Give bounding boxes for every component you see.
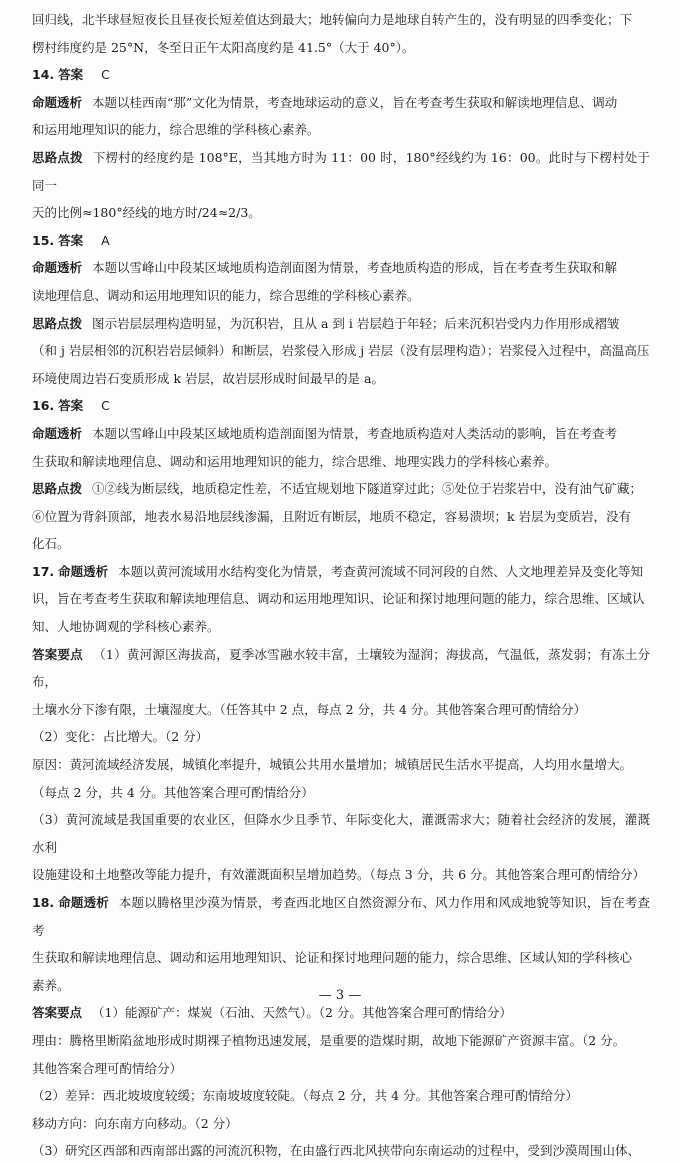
analysis-line: 和运用地理知识的能力，综合思维的学科核心素养。 bbox=[32, 122, 320, 138]
key-line: 土壤水分下渗有限，土壤湿度大。（任答其中 2 点，每点 2 分，共 4 分。其他答案合理可酌情给分） bbox=[32, 701, 586, 717]
analysis-line: 生获取和解读地理信息、调动和运用地理知识、论证和探讨地理问题的能力，综合思维、区域认知的学科核心 bbox=[32, 950, 633, 966]
answer-value: A bbox=[101, 232, 110, 248]
tip-line bbox=[32, 475, 650, 503]
question-18 bbox=[32, 889, 650, 1165]
question-number: 14. bbox=[32, 67, 55, 83]
answer-value: C bbox=[101, 398, 110, 414]
analysis-text: 本题以黄河流域用水结构变化为情景，考查黄河流域不同河段的自然、人文地理差异及变化等知 bbox=[118, 563, 644, 579]
tip-text: 图示岩层层理构造明显，为沉积岩，且从 a 到 i 岩层趋于年轻；后来沉积岩受内力作用形成褶皱 bbox=[92, 315, 620, 331]
tip-line bbox=[32, 310, 650, 338]
tip-line: 化石。 bbox=[32, 536, 70, 552]
analysis-line: 生获取和解读地理信息、调动和运用地理知识的能力，综合思维、地理实践力的学科核心素养。 bbox=[32, 453, 558, 469]
analysis-line bbox=[32, 254, 650, 282]
key-line: （每点 2 分，共 4 分。其他答案合理可酌情给分） bbox=[32, 784, 314, 800]
question-17 bbox=[32, 558, 650, 889]
answer-line bbox=[32, 61, 650, 89]
answer-value: C bbox=[101, 67, 110, 83]
key-line: （2）变化：占比增大。（2 分） bbox=[32, 729, 209, 745]
question-number: 17. bbox=[32, 563, 55, 579]
tip-line bbox=[32, 144, 650, 199]
carryover-text bbox=[32, 6, 650, 61]
key-line: 原因：黄河流域经济发展，城镇化率提升，城镇公共用水量增加；城镇居民生活水平提高，人均用水量增大。 bbox=[32, 757, 633, 773]
key-line: 理由：腾格里断陷盆地形成时期裸子植物迅速发展，是重要的造煤时期，故地下能源矿产资源丰富。（2 分。 bbox=[32, 1032, 626, 1048]
question-number: 16. bbox=[32, 398, 55, 414]
key-line: 其他答案合理可酌情给分） bbox=[32, 1060, 183, 1076]
answer-label: 答案 bbox=[58, 67, 84, 83]
key-line: （3）研究区西部和西南部出露的河流沉积物，在由盛行西北风挟带向东南运动的过程中，受到沙漠周围山体、 bbox=[32, 1143, 640, 1159]
tip-line: 环境使周边岩石变质形成 k 岩层，故岩层形成时间最早的是 a。 bbox=[32, 370, 384, 386]
tip-line: （和 j 岩层相邻的沉积岩岩层倾斜）和断层，岩浆侵入形成 j 岩层（没有层理构造）；岩浆侵入过程中，高温高压 bbox=[32, 343, 650, 359]
tip-text: ①②线为断层线，地质稳定性差，不适宜规划地下隧道穿过此；⑤处位于岩浆岩中，没有油气矿藏； bbox=[92, 481, 643, 497]
analysis-text: 本题以雪峰山中段某区域地质构造剖面图为情景，考查地质构造对人类活动的影响，旨在考查考 bbox=[92, 425, 618, 441]
analysis-line bbox=[32, 558, 650, 586]
tip-tag: 思路点拨 bbox=[32, 315, 83, 331]
analysis-line: 素养。 bbox=[32, 977, 70, 993]
analysis-line: 读地理信息、调动和运用地理知识的能力，综合思维的学科核心素养。 bbox=[32, 287, 420, 303]
key-line: （3）黄河流域是我国重要的农业区，但降水少且季节、年际变化大，灌溉需求大；随着社会经济的发展，灌溉水利 bbox=[32, 812, 650, 855]
question-number: 15. bbox=[32, 232, 55, 248]
key-line bbox=[32, 641, 650, 696]
text-line: 回归线，北半球昼短夜长且昼夜长短差值达到最大；地转偏向力是地球自转产生的，没有明显的四季变化；下 bbox=[32, 12, 633, 27]
question-16 bbox=[32, 392, 650, 558]
key-text: （1）能源矿产：煤炭（石油、天然气）。（2 分。其他答案合理可酌情给分） bbox=[92, 1005, 512, 1021]
tip-tag: 思路点拨 bbox=[32, 149, 83, 165]
answer-label: 答案 bbox=[58, 398, 84, 414]
tip-line: 天的比例≈180°经线的地方时/24≈2/3。 bbox=[32, 205, 261, 221]
page-number: — 3 — bbox=[318, 988, 362, 1003]
analysis-text: 本题以雪峰山中段某区域地质构造剖面图为情景，考查地质构造的形成，旨在考查考生获取和解 bbox=[92, 260, 618, 276]
page bbox=[0, 6, 680, 1159]
text-line: 楞村纬度约是 25°N，冬至日正午太阳高度约是 41.5°（大于 40°）。 bbox=[32, 39, 415, 55]
analysis-tag: 命题透析 bbox=[32, 260, 83, 276]
analysis-line bbox=[32, 889, 650, 944]
analysis-tag: 命题透析 bbox=[32, 94, 83, 110]
key-tag: 答案要点 bbox=[32, 646, 84, 662]
tip-tag: 思路点拨 bbox=[32, 481, 83, 497]
analysis-text: 本题以桂西南“那”文化为情景，考查地球运动的意义，旨在考查考生获取和解读地理信息、调动 bbox=[92, 94, 618, 110]
analysis-tag: 命题透析 bbox=[58, 563, 109, 579]
key-line: （2）差异：西北坡坡度较缓；东南坡坡度较陡。（每点 2 分，共 4 分。其他答案合理可酌情给分） bbox=[32, 1088, 579, 1104]
question-14 bbox=[32, 61, 650, 227]
key-text: （1）黄河源区海拔高，夏季冰雪融水较丰富，土壤较为湿润；海拔高，气温低，蒸发弱；有冻土分布， bbox=[32, 646, 650, 690]
question-number: 18. bbox=[32, 895, 55, 910]
key-line: 设施建设和土地整改等能力提升，有效灌溉面积呈增加趋势。（每点 3 分，共 6 分。其他答案合理可酌情给分） bbox=[32, 867, 646, 883]
analysis-tag: 命题透析 bbox=[58, 895, 109, 910]
analysis-text: 本题以腾格里沙漠为情景，考查西北地区自然资源分布、风力作用和风成地貌等知识，旨在考查考 bbox=[32, 895, 650, 938]
key-line: 移动方向：向东南方向移动。（2 分） bbox=[32, 1115, 238, 1131]
answer-line bbox=[32, 392, 650, 420]
analysis-line: 知、人地协调观的学科核心素养。 bbox=[32, 619, 220, 635]
tip-line: ⑥位置为背斜顶部，地表水易沿地层线渗漏，且附近有断层，地质不稳定，容易溃坝；k 岩层为变质岩，没有 bbox=[32, 508, 632, 524]
answer-line bbox=[32, 227, 650, 255]
key-tag: 答案要点 bbox=[32, 1005, 83, 1021]
question-15 bbox=[32, 227, 650, 393]
analysis-line bbox=[32, 89, 650, 117]
analysis-line: 识，旨在考查考生获取和解读地理信息、调动和运用地理知识、论证和探讨地理问题的能力，综合思维、区域认 bbox=[32, 591, 645, 607]
tip-text: 下楞村的经度约是 108°E，当其地方时为 11：00 时，180°经线约为 16：00。此时与下楞村处于同一 bbox=[32, 149, 650, 193]
analysis-line bbox=[32, 420, 650, 448]
answer-label: 答案 bbox=[58, 232, 84, 248]
analysis-tag: 命题透析 bbox=[32, 425, 83, 441]
